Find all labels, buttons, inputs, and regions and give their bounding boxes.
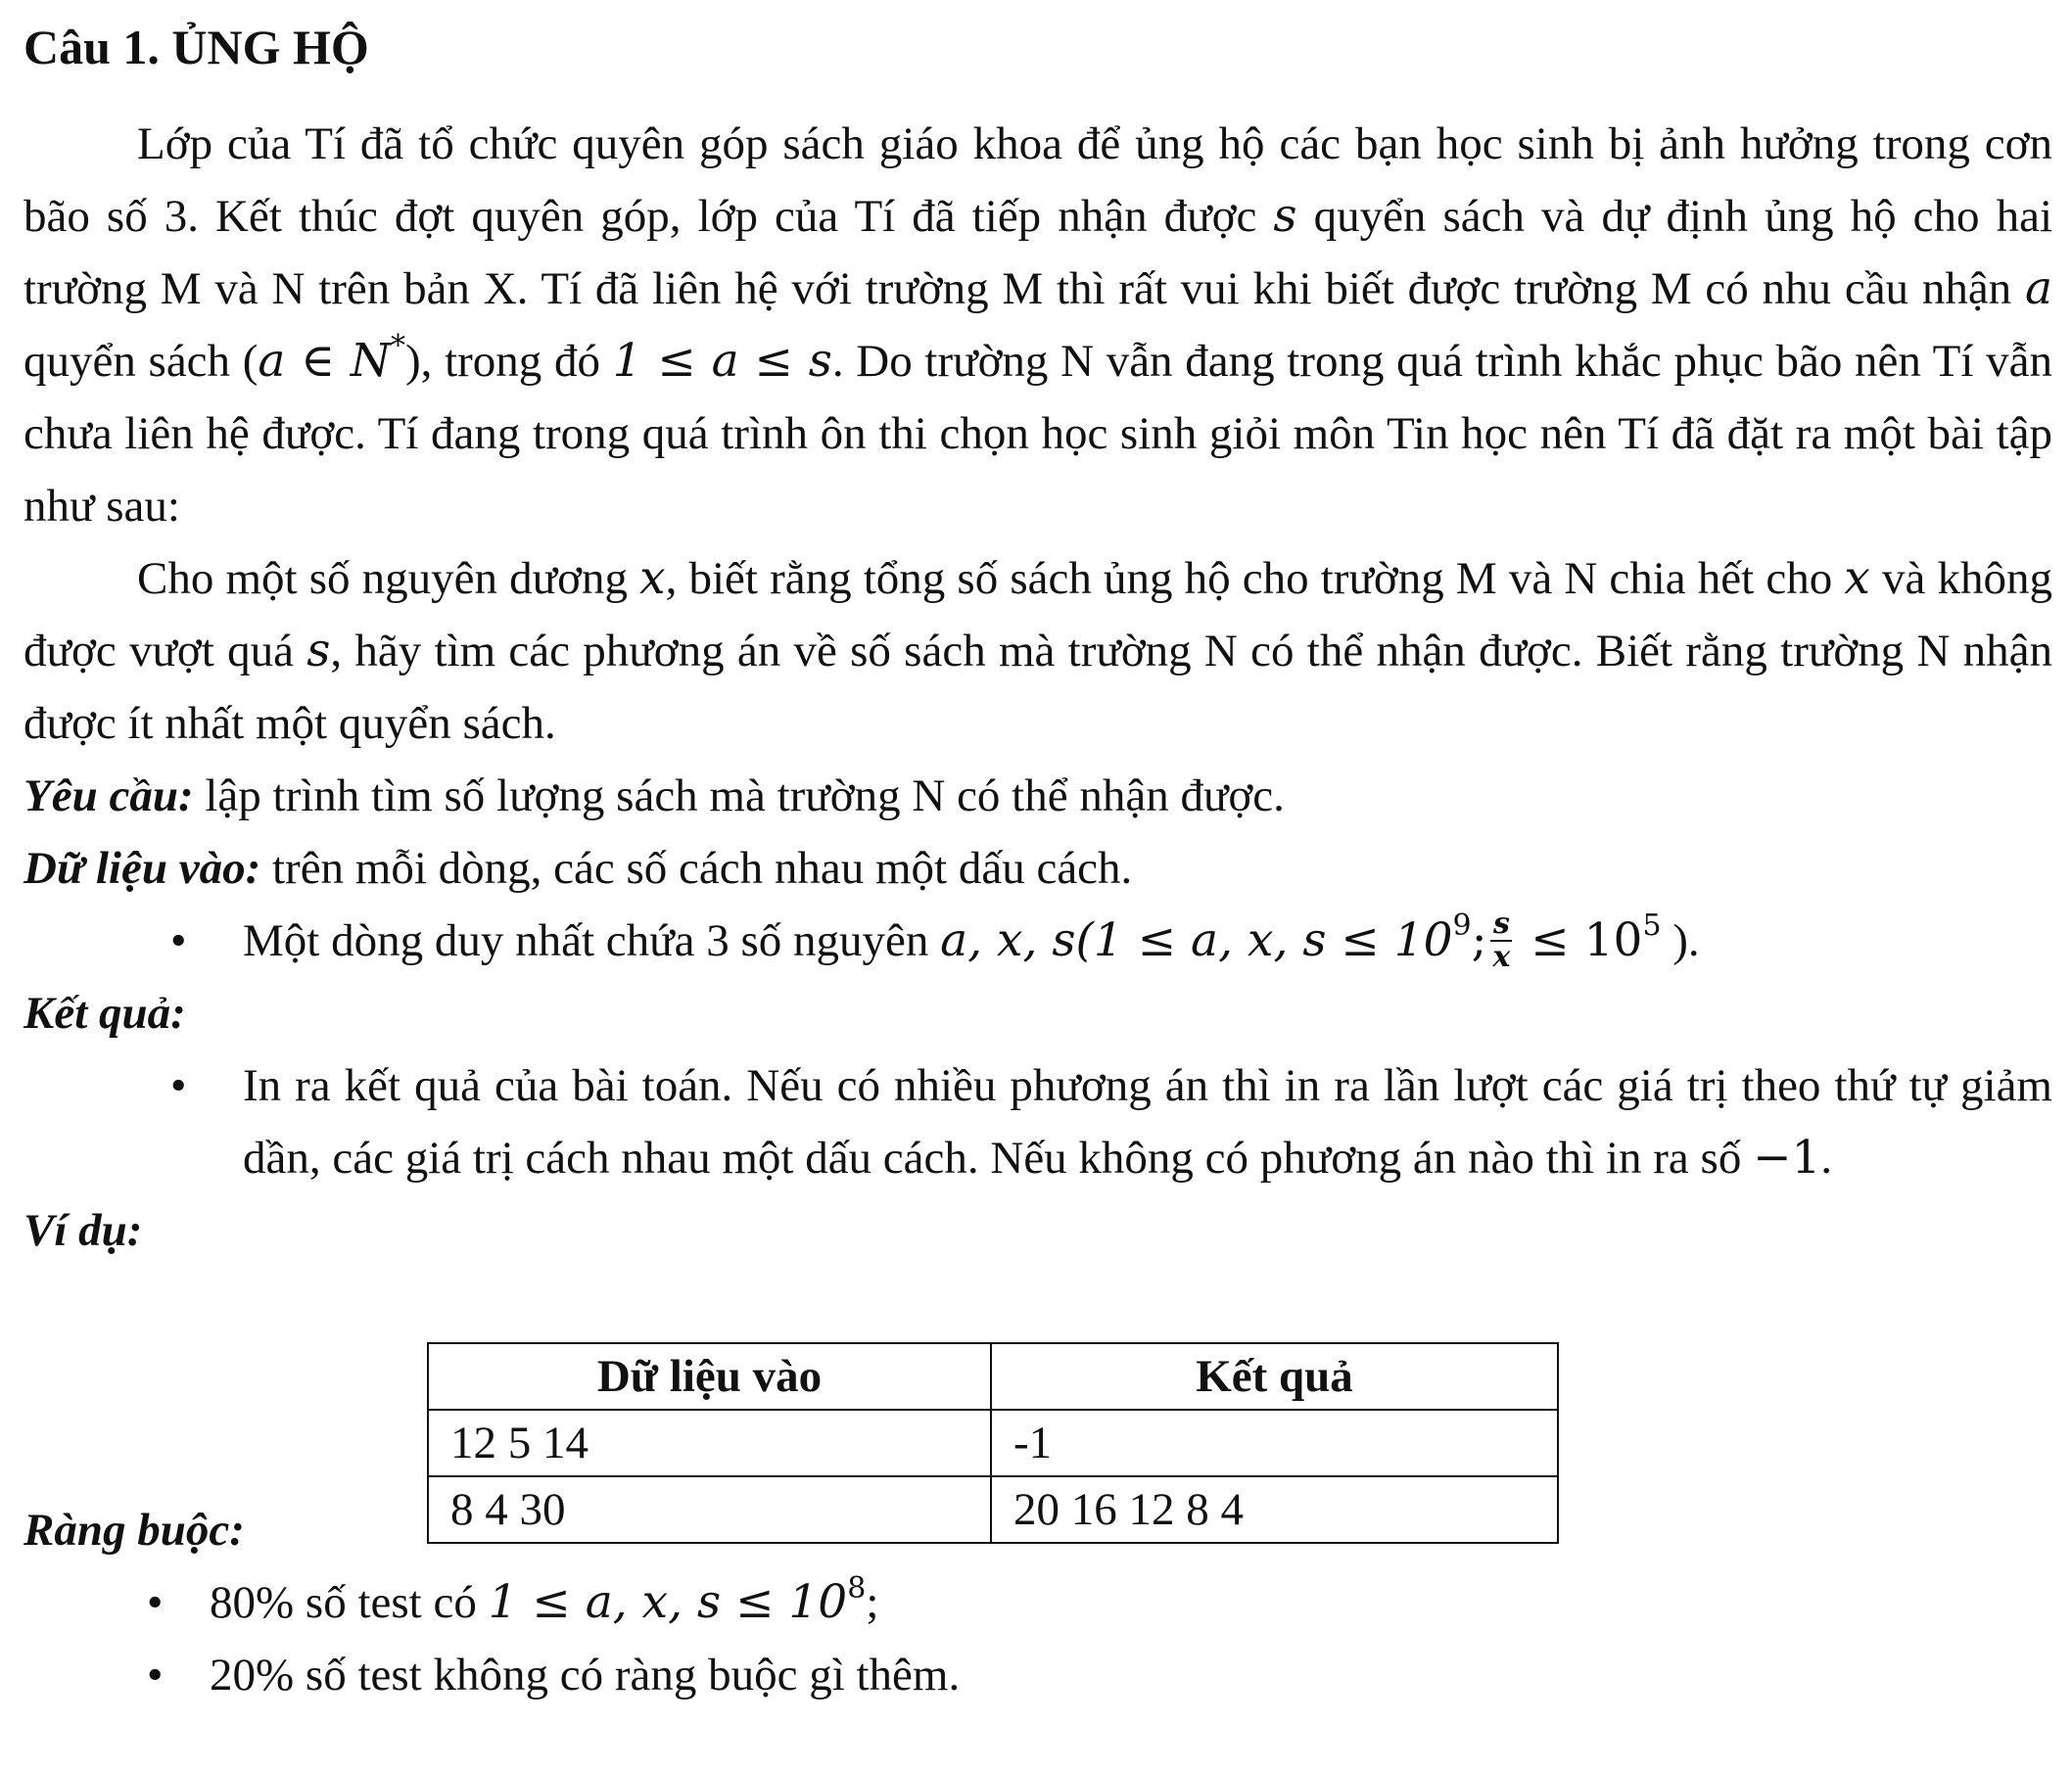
input-label: Dữ liệu vào: <box>24 843 261 894</box>
table-row <box>428 1476 1558 1543</box>
intro-paragraph-2 <box>24 542 2052 760</box>
input-text: trên mỗi dòng, các số cách nhau một dấu cách. <box>260 843 1133 894</box>
var-a: a <box>2024 261 2052 315</box>
bullet-icon: • <box>170 915 187 966</box>
input-bullets <box>24 905 2052 977</box>
constraints-label: Ràng buộc: <box>24 1505 245 1557</box>
constraint-item <box>24 1566 2052 1639</box>
bullet-icon: • <box>147 1650 164 1701</box>
var-s: s <box>306 624 331 677</box>
header-input: Dữ liệu vào <box>428 1343 991 1410</box>
fraction-numerator: s <box>1490 908 1512 942</box>
fraction-s-over-x <box>1490 908 1512 973</box>
exponent: 9 <box>1452 908 1472 944</box>
vars-expression: a, x, s <box>940 913 1076 967</box>
table-row <box>428 1410 1558 1476</box>
bullet-text: Một dòng duy nhất chứa 3 số nguyên <box>243 915 941 966</box>
intro-text: và không được vượt quá <box>24 553 2052 676</box>
input-bullet <box>24 905 2052 977</box>
range-expression: 1 ≤ a ≤ s <box>612 334 832 388</box>
requirement-label: Yêu cầu: <box>24 770 194 821</box>
output-bullet <box>24 1049 2052 1194</box>
set-expression: a ∈ N <box>258 334 392 388</box>
bullet-text: In ra kết quả của bài toán. Nếu có nhiều phương án thì in ra lần lượt các giá trị theo thứ tự giảm dần, các giá trị cách nhau một dấu cách. Nếu không có phương án nào thì in ra số <box>243 1060 2052 1185</box>
constraint-text: 80% số test có <box>210 1577 489 1629</box>
example-table <box>427 1342 1559 1544</box>
bullet-end: . <box>1820 1133 1833 1185</box>
cell-input: 12 5 14 <box>428 1410 991 1476</box>
set-star: * <box>391 329 406 364</box>
constraint-expression: 1 ≤ a, x, s ≤ 10 <box>488 1575 848 1630</box>
constraints-bullets <box>24 1566 2052 1711</box>
bullet-end: ). <box>1661 915 1700 966</box>
exponent: 5 <box>1642 908 1662 944</box>
intro-paragraph-1 <box>24 108 2052 542</box>
header-output: Kết quả <box>991 1343 1558 1410</box>
range-expression: ≤ 10 <box>1516 913 1643 967</box>
exponent: 8 <box>847 1570 867 1606</box>
output-label: Kết quả: <box>24 988 186 1040</box>
requirement-line <box>24 760 2052 832</box>
bullet-icon: • <box>147 1577 164 1629</box>
var-x: x <box>639 551 666 605</box>
cell-input: 8 4 30 <box>428 1476 991 1543</box>
intro-text: Lớp của Tí đã tổ chức quyên góp sách giáo khoa để ủng hộ các bạn học sinh bị ảnh hưởng trong cơn bão số 3. Kết thúc đợt quyên góp, lớp của Tí đã tiếp nhận được <box>24 118 2052 242</box>
fraction-denominator: x <box>1492 940 1511 975</box>
var-s: s <box>1273 189 1297 243</box>
constraint-item <box>24 1639 2052 1711</box>
cell-output: -1 <box>991 1410 1558 1476</box>
output-bullets <box>24 1049 2052 1194</box>
range-expression: (1 ≤ a, x, s ≤ 10 <box>1075 913 1453 967</box>
example-line <box>24 1194 2052 1267</box>
semicolon: ; <box>1471 913 1487 967</box>
intro-text: quyển sách ( <box>24 336 259 387</box>
intro-text: quyển sách và dự định ủng hộ cho hai trường M và N trên bản X. Tí đã liên hệ với trường M thì rất vui khi biết được trường M có nhu cầu nhận <box>24 191 2053 314</box>
table-header-row <box>428 1343 1558 1410</box>
output-line <box>24 977 2052 1049</box>
intro-text: ), trong đó <box>405 336 613 387</box>
var-x: x <box>1844 551 1870 605</box>
input-line <box>24 832 2052 905</box>
value-minus-one: −1 <box>1753 1131 1821 1186</box>
intro-text: . Do trường N vẫn đang trong quá trình khắc phục bão nên Tí vẫn chưa liên hệ được. Tí đang trong quá trình ôn thi chọn học sinh giỏi môn Tin học nên Tí đã đặt ra một bài tập như sau: <box>24 336 2052 532</box>
example-label: Ví dụ: <box>24 1205 143 1257</box>
requirement-text: lập trình tìm số lượng sách mà trường N có thể nhận được. <box>193 770 1285 821</box>
intro-text: Cho một số nguyên dương <box>137 553 640 604</box>
constraint-end: ; <box>866 1577 879 1629</box>
intro-text: , biết rằng tổng số sách ủng hộ cho trường M và N chia hết cho <box>665 553 1845 604</box>
problem-title: Câu 1. ỦNG HỘ <box>24 20 369 74</box>
intro-text: , hãy tìm các phương án về số sách mà trường N có thể nhận được. Biết rằng trường N nhận được ít nhất một quyển sách. <box>24 626 2053 749</box>
constraint-text: 20% số test không có ràng buộc gì thêm. <box>210 1650 961 1701</box>
cell-output: 20 16 12 8 4 <box>991 1476 1558 1543</box>
bullet-icon: • <box>170 1060 187 1112</box>
